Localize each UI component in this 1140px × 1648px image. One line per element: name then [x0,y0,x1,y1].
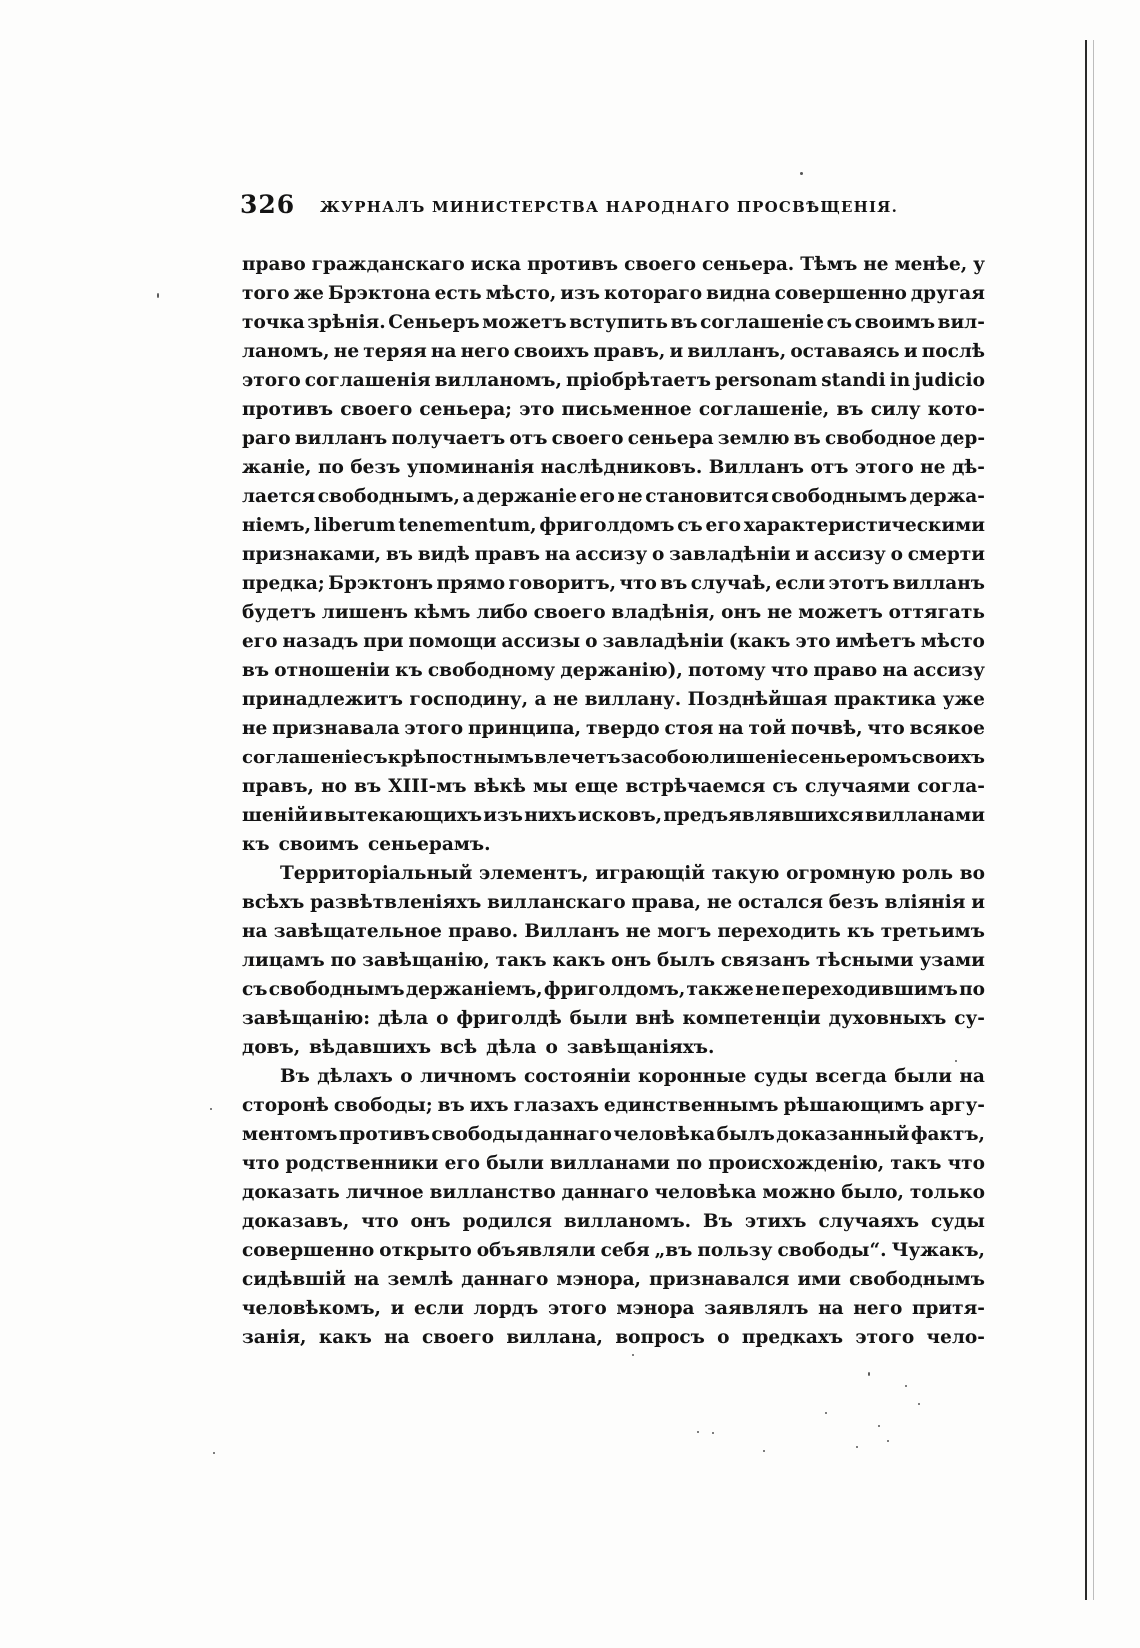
text-line: этого соглашенія вилланомъ, пріобрѣтаетъ personam standi in judicio [242,370,985,391]
scan-speck [697,1431,699,1433]
text-line: занія, какъ на своего виллана, вопросъ о предкахъ этого чело- [242,1327,985,1348]
page-edge-line [1085,40,1087,1600]
text-line: того же Брэктона есть мѣсто, изъ котораго видна совершенно другая [242,283,985,304]
text-line: доказавъ, что онъ родился вилланомъ. Въ этихъ случаяхъ суды [242,1211,985,1232]
text-line: въ отношеніи къ свободному держанію), потому что право на ассизу [242,660,985,681]
running-head [240,190,985,224]
text-line: его назадъ при помощи ассизы о завладѣніи (какъ это имѣетъ мѣсто [242,631,985,652]
scan-speck [800,172,803,175]
text-line: доказать личное вилланство даннаго человѣка можно было, только [242,1182,985,1203]
journal-title: ЖУРНАЛЪ МИНИСТЕРСТВА НАРОДНАГО ПРОСВѢЩЕНІЯ. [320,198,899,216]
text-line: противъ своего сеньера; это письменное соглашеніе, въ силу кото- [242,399,985,420]
scan-speck [632,1354,634,1356]
text-line: Территоріальный элементъ, играющій такую огромную роль во [280,863,985,884]
page-edge-shadow [1093,40,1094,1600]
scan-speck [918,1403,920,1405]
page-number: 326 [240,190,296,219]
text-line: ланомъ, не теряя на него своихъ правъ, и вилланъ, оставаясь и послѣ [242,341,985,362]
scan-speck [887,1440,889,1442]
text-line: на завѣщательное право. Вилланъ не могъ переходить къ третьимъ [242,921,985,942]
text-line: признаками, въ видѣ правъ на ассизу о завладѣніи и ассизу о смерти [242,544,985,565]
text-line: ментомъ противъ свободы даннаго человѣка былъ доказанный фактъ, [242,1124,985,1145]
text-line: принадлежитъ господину, а не виллану. Позднѣйшая практика уже [242,689,985,710]
text-line: правъ, но въ XIII-мъ вѣкѣ мы еще встрѣчаемся съ случаями согла- [242,776,985,797]
scan-speck [213,1452,215,1454]
scan-speck [825,1412,827,1414]
text-line: человѣкомъ, и если лордъ этого мэнора заявлялъ на него притя- [242,1298,985,1319]
scan-speck [210,1108,212,1110]
scan-speck [856,1446,858,1448]
text-line: довъ, вѣдавшихъ всѣ дѣла о завѣщаніяхъ. [242,1037,715,1058]
scan-speck [878,1425,880,1427]
text-line: ніемъ, liberum tenementum, фриголдомъ съ его характеристическими [242,515,985,536]
text-line: не признавала этого принципа, твердо стоя на той почвѣ, что всякое [242,718,985,739]
text-line: предка; Брэктонъ прямо говоритъ, что въ случаѣ, если этотъ вилланъ [242,573,985,594]
scan-speck [712,1432,714,1434]
scan-speck [157,293,159,298]
text-line: лается свободнымъ, а держаніе его не становится свободнымъ держа- [242,486,985,507]
text-line: всѣхъ развѣтвленіяхъ вилланскаго права, не остался безъ вліянія и [242,892,985,913]
text-line: сторонѣ свободы; въ ихъ глазахъ единственнымъ рѣшающимъ аргу- [242,1095,985,1116]
text-line: Въ дѣлахъ о личномъ состояніи коронные суды всегда были на [280,1066,985,1087]
text-line: шеній и вытекающихъ изъ нихъ исковъ, предъявлявшихся вилланами [242,805,985,826]
text-line: соглашеніе съ крѣпостнымъ влечетъ за собою лишеніе сеньеромъ своихъ [242,747,985,768]
text-line: къ своимъ сеньерамъ. [242,834,491,855]
text-line: съ свободнымъ держаніемъ, фриголдомъ, также не переходившимъ по [242,979,985,1000]
text-line: точка зрѣнія. Сеньеръ можетъ вступить въ соглашеніе съ своимъ вил- [242,312,985,333]
text-line: раго вилланъ получаетъ отъ своего сеньера землю въ свободное дер- [242,428,985,449]
text-line: лицамъ по завѣщанію, такъ какъ онъ былъ связанъ тѣсными узами [242,950,985,971]
scan-speck [955,1060,957,1062]
text-line: что родственники его были вилланами по происхожденію, такъ что [242,1153,985,1174]
text-line: право гражданскаго иска противъ своего сеньера. Тѣмъ не менѣе, у [242,254,985,275]
text-line: совершенно открыто объявляли себя „въ пользу свободы“. Чужакъ, [242,1240,985,1261]
text-line: будетъ лишенъ кѣмъ либо своего владѣнія, онъ не можетъ оттягать [242,602,985,623]
scan-speck [868,1372,870,1376]
scan-speck [763,1450,765,1452]
body-text [242,250,985,1352]
text-line: завѣщанію: дѣла о фригoлдѣ были внѣ компетенціи духовныхъ су- [242,1008,985,1029]
scan-speck [905,1385,907,1387]
text-line: жаніе, по безъ упоминанія наслѣдниковъ. Вилланъ отъ этого не дѣ- [242,457,985,478]
text-line: сидѣвшій на землѣ даннаго мэнора, признавался ими свободнымъ [242,1269,985,1290]
